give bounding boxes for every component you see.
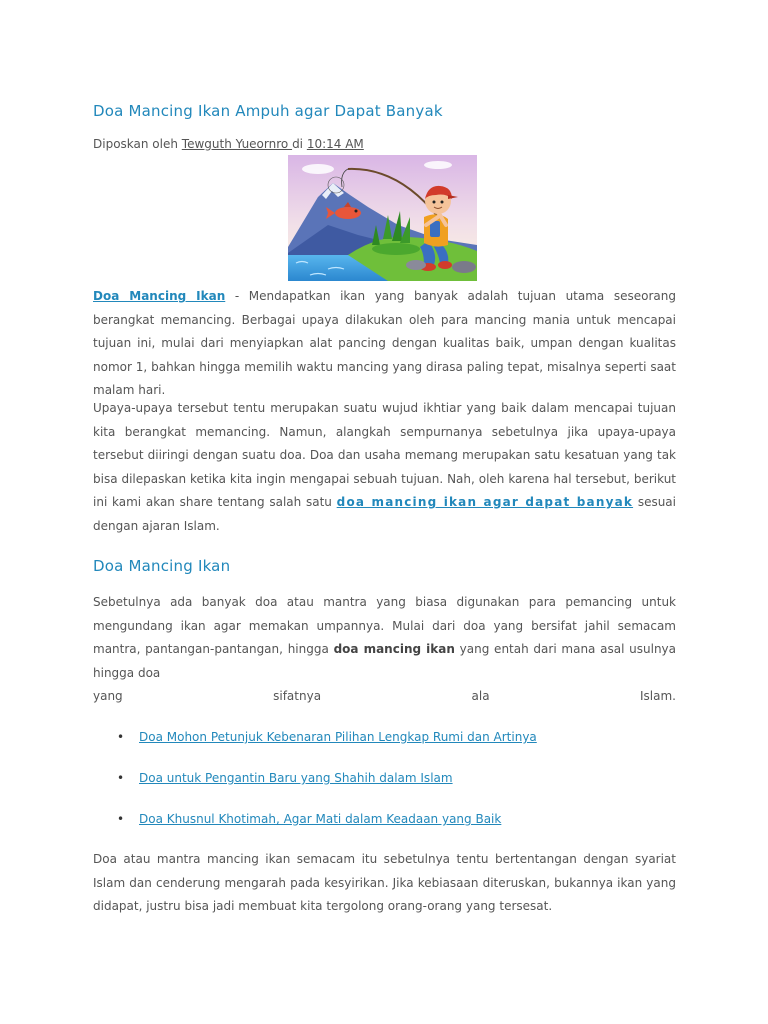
third-paragraph-body xyxy=(93,591,676,685)
meta-prefix: Diposkan oleh xyxy=(93,137,182,151)
last-word: Islam. xyxy=(639,689,676,703)
second-paragraph xyxy=(93,397,676,538)
doa-mancing-ikan-bold: doa mancing ikan xyxy=(333,642,455,656)
list-item xyxy=(113,727,537,768)
fourth-paragraph: Doa atau mantra mancing ikan semacam itu sebetulnya tentu bertentangan dengan syariat Islam dan cenderung mengarah pada kesyirikan. Jika kebiasaan diteruskan, bukannya ikan yang didapat, justru bisa jadi membuat kita tergolong orang-orang yang tersesat. xyxy=(93,852,676,913)
meta-mid: di xyxy=(292,137,307,151)
third-paragraph-last-line xyxy=(93,685,676,709)
post-meta xyxy=(93,137,364,151)
author-link[interactable]: Tewguth Yueornro xyxy=(181,137,293,151)
post-time-link[interactable]: 10:14 AM xyxy=(306,137,364,151)
related-links-list xyxy=(113,727,537,850)
related-link-pengantin[interactable]: Doa untuk Pengantin Baru yang Shahih dalam Islam xyxy=(139,771,453,785)
boy-fishing-illustration xyxy=(288,155,477,281)
list-item xyxy=(113,809,537,850)
related-link-khusnul-khotimah[interactable]: Doa Khusnul Khotimah, Agar Mati dalam Keadaan yang Baik xyxy=(139,812,502,826)
section-heading: Doa Mancing Ikan xyxy=(93,557,231,575)
second-text-before: Upaya-upaya tersebut tentu merupakan suatu wujud ikhtiar yang baik dalam mencapai tujuan kita berangkat memancing. Namun, alangkah sempurnanya sebetulnya jika upaya-upaya tersebut diiringi dengan suatu doa. Doa dan usaha memang merupakan satu kesatuan yang tak bisa dilepaskan ketika kita ingin mengapai sebuah tujuan. Nah, oleh karena hal tersebut, berikut ini kami akan share tentang salah satu xyxy=(93,401,676,509)
intro-paragraph xyxy=(93,285,676,403)
bullet-icon: • xyxy=(117,812,125,826)
doa-mancing-ikan-link[interactable]: Doa Mancing Ikan xyxy=(93,289,226,303)
bullet-icon: • xyxy=(117,730,125,744)
list-item xyxy=(113,768,537,809)
doa-agar-dapat-banyak-link[interactable]: doa mancing ikan agar dapat banyak xyxy=(336,495,634,509)
last-word: yang xyxy=(93,689,123,703)
last-word: ala xyxy=(471,689,490,703)
intro-text: - Mendapatkan ikan yang banyak adalah tujuan utama seseorang berangkat memancing. Berbagai upaya dilakukan oleh para mancing mania untuk mencapai tujuan ini, mulai dari menyiapkan alat pancing dengan kualitas baik, umpan dengan kualitas nomor 1, bahkan hingga memilih waktu mancing yang dirasa paling tepat, misalnya seperti saat malam hari. xyxy=(93,289,676,397)
second-text-after: sesuai dengan ajaran Islam. xyxy=(93,495,676,533)
third-text-before: Sebetulnya ada banyak doa atau mantra yang biasa digunakan para pemancing untuk mengundang ikan agar memakan umpannya. Mulai dari doa yang bersifat jahil semacam mantra, pantangan-pantangan, hingga xyxy=(93,595,676,656)
third-paragraph xyxy=(93,591,676,709)
related-link-petunjuk[interactable]: Doa Mohon Petunjuk Kebenaran Pilihan Lengkap Rumi dan Artinya xyxy=(139,730,537,744)
bullet-icon: • xyxy=(117,771,125,785)
post-title: Doa Mancing Ikan Ampuh agar Dapat Banyak xyxy=(93,102,443,120)
last-word: sifatnya xyxy=(273,689,322,703)
third-text-after: yang entah dari mana asal usulnya hingga doa xyxy=(93,642,677,680)
